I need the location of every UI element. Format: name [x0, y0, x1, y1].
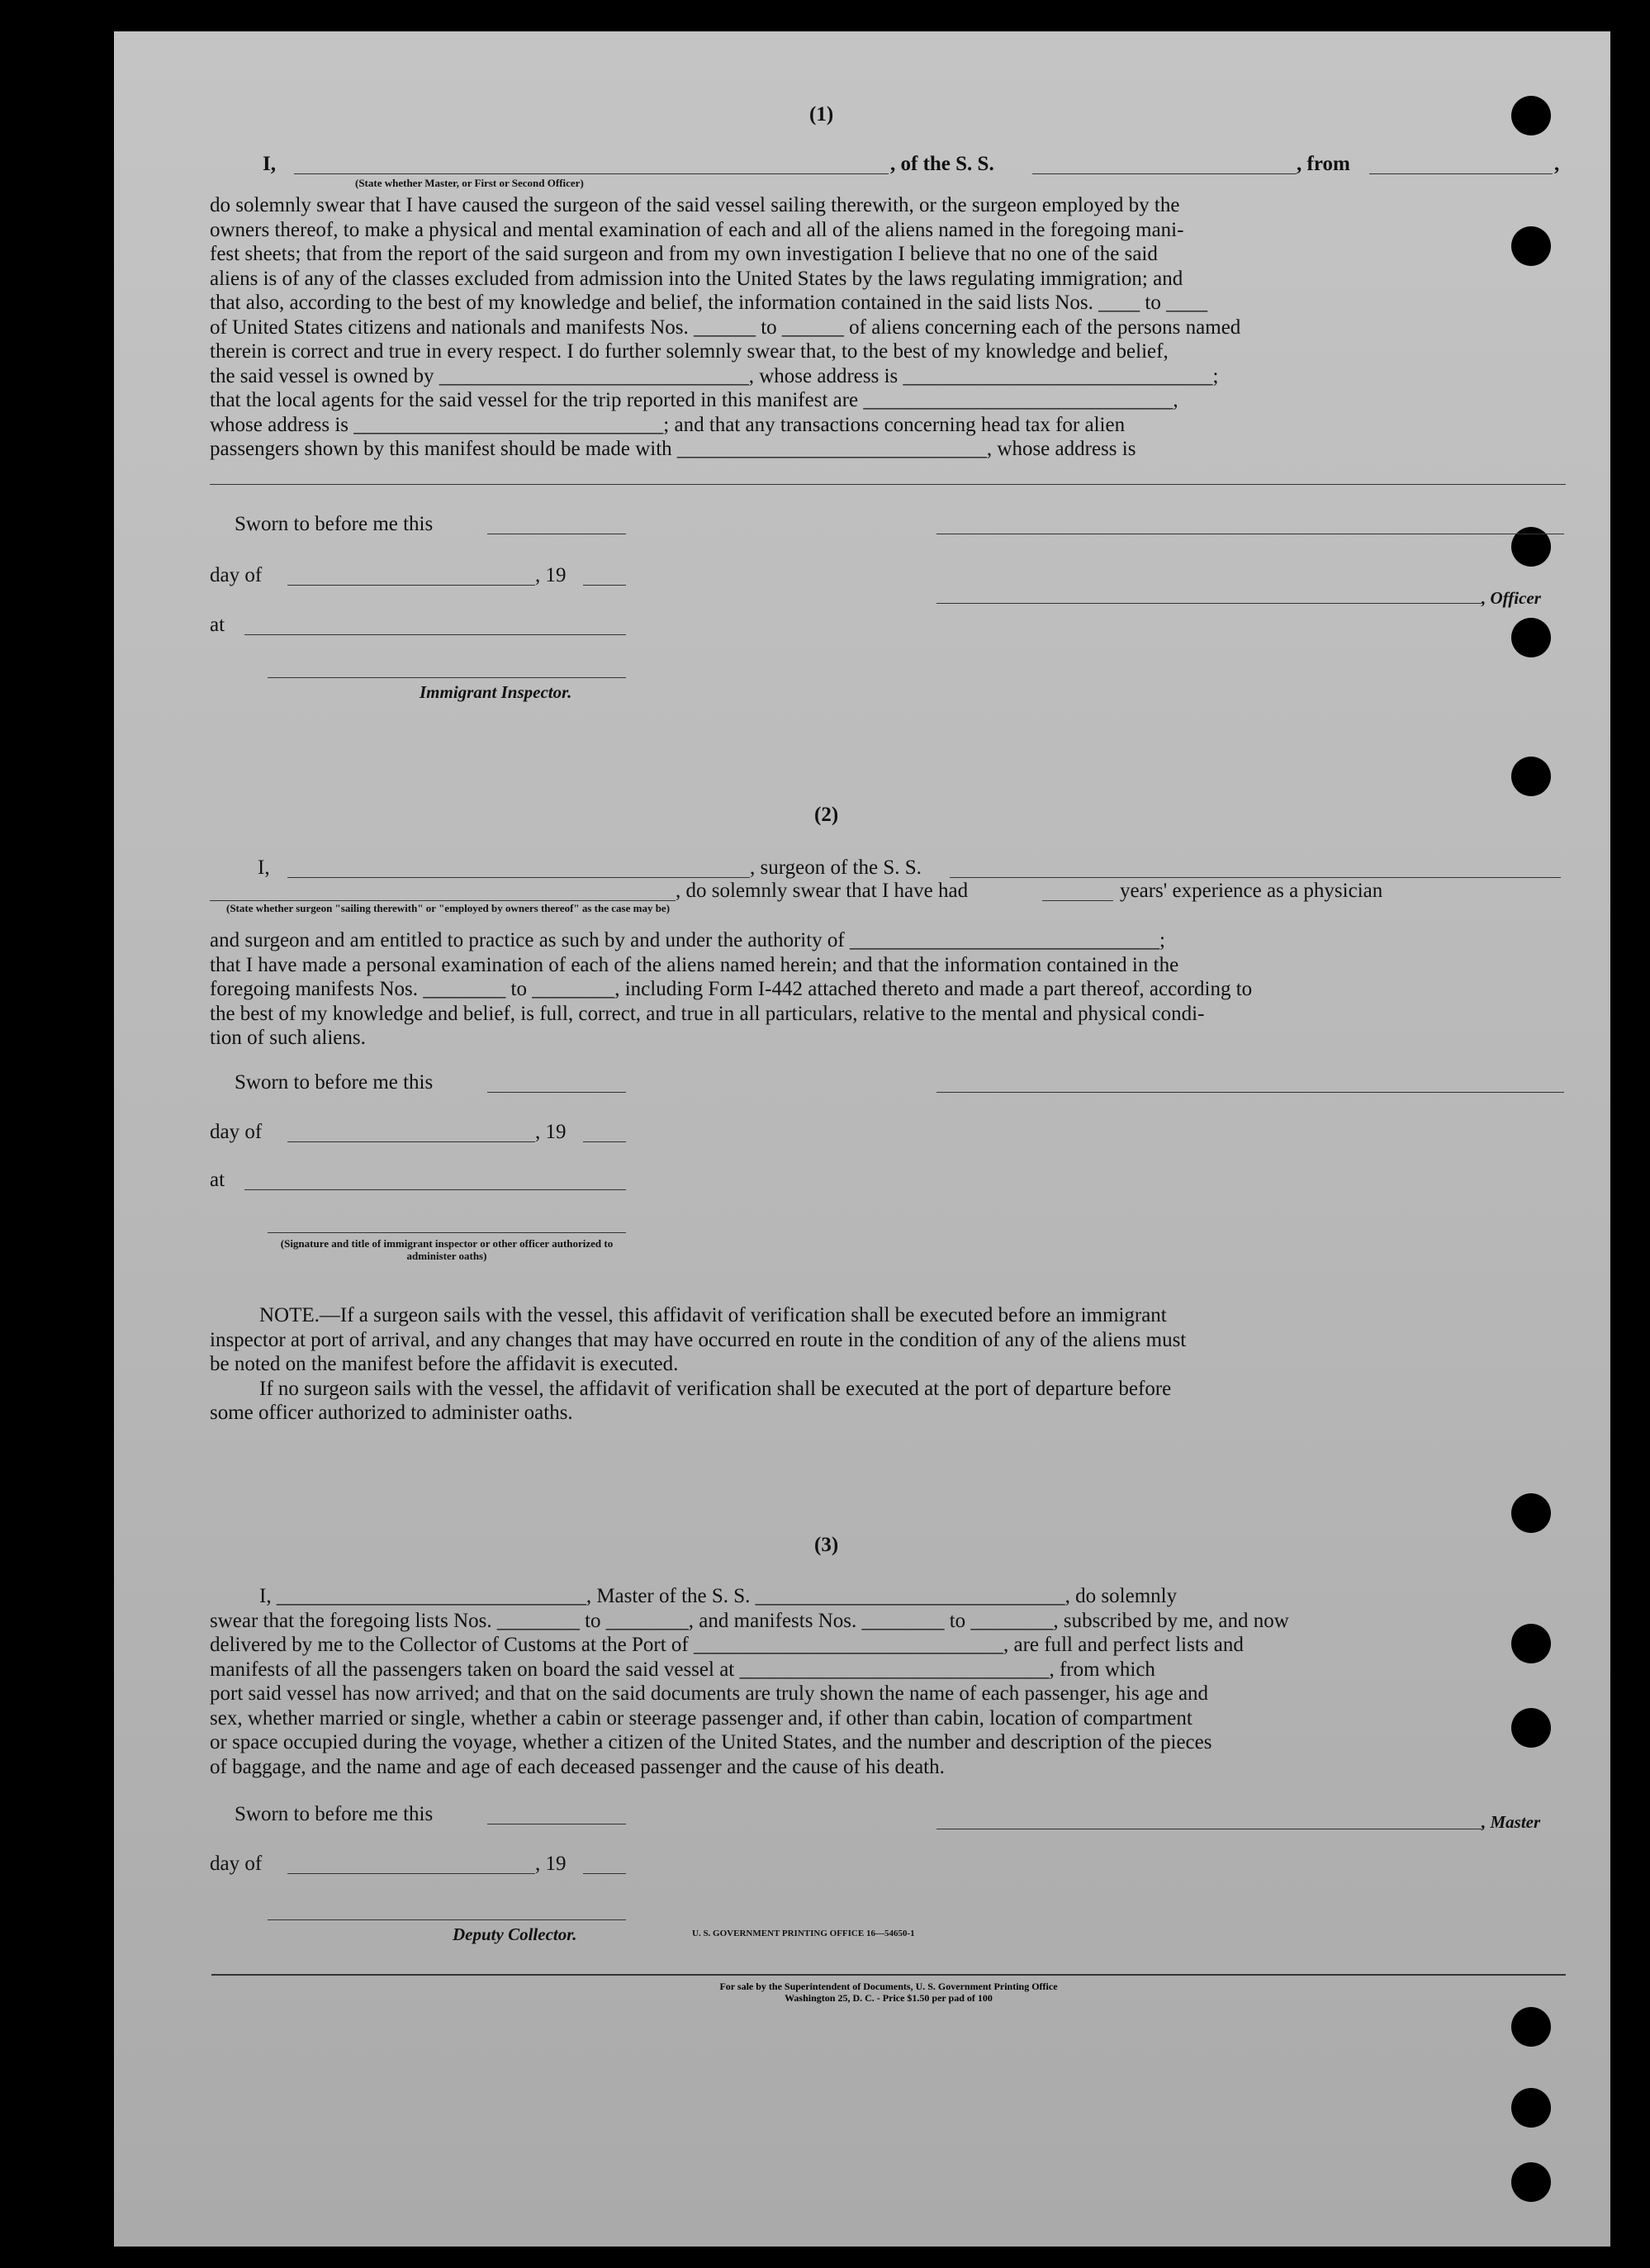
paragraph-line: passengers shown by this manifest should be made with ______________________________, whose address is: [210, 438, 1136, 460]
paragraph-line: tion of such aliens.: [210, 1027, 366, 1049]
s3-nineteen: , 19: [535, 1853, 567, 1875]
s1-sub-note: (State whether Master, or First or Second Officer): [355, 177, 584, 189]
paragraph-line: foregoing manifests Nos. ________ to ________, including Form I-442 attached thereto and made a part thereof, according to: [210, 978, 1253, 1000]
s1-line1-from: , from: [1297, 153, 1350, 175]
s2-sworn: Sworn to before me this: [235, 1071, 434, 1094]
note-line: NOTE.—If a surgeon sails with the vessel, this affidavit of verification shall be executed before an immigrant: [259, 1304, 1167, 1326]
blank-field[interactable]: [244, 1189, 626, 1190]
punch-hole: [1511, 618, 1551, 657]
s1-line1-ss: , of the S. S.: [890, 153, 994, 175]
s1-day-of: day of: [210, 564, 263, 586]
signature-line[interactable]: [936, 603, 1482, 604]
note-line: inspector at port of arrival, and any changes that may have occurred en route in the condition of any of the aliens must: [210, 1328, 1187, 1351]
sale-line-1: For sale by the Superintendent of Documents, U. S. Government Printing Office: [719, 1981, 1058, 1992]
s2-paragraph: [210, 928, 1566, 1051]
footer-rule: [211, 1974, 1566, 1976]
s2-at: at: [210, 1169, 225, 1191]
gpo-imprint: U. S. GOVERNMENT PRINTING OFFICE 16—54650-1: [692, 1929, 915, 1938]
s3-sworn: Sworn to before me this: [235, 1803, 434, 1825]
paragraph-line: port said vessel has now arrived; and that on the said documents are truly shown the name of each passenger, his age and: [210, 1682, 1209, 1705]
paragraph-line: I, ______________________________, Master of the S. S. ______________________________, do solemnly: [259, 1585, 1178, 1607]
s1-paragraph: [210, 193, 1566, 462]
s1-at: at: [210, 614, 225, 636]
paragraph-line: fest sheets; that from the report of the said surgeon and from my own investigation I believe that no one of the said: [210, 243, 1158, 265]
paragraph-line: the best of my knowledge and belief, is full, correct, and true in all particulars, relative to the mental and physical condi-: [210, 1002, 1205, 1025]
paragraph-line: swear that the foregoing lists Nos. ________ to ________, and manifests Nos. ________ to ________, subscribed by me, and now: [210, 1609, 1289, 1632]
s3-paragraph: [210, 1584, 1566, 1779]
note-line: some officer authorized to administer oaths.: [210, 1402, 573, 1424]
s3-collector: Deputy Collector.: [453, 1924, 577, 1944]
blank-field[interactable]: [583, 1873, 626, 1874]
blank-field[interactable]: [210, 484, 1566, 485]
paragraph-line: sex, whether married or single, whether a cabin or steerage passenger and, if other than cabin, location of compartment: [210, 1706, 1192, 1729]
paragraph-line: aliens is of any of the classes excluded from admission into the United States by the laws regulating immigration; and: [210, 267, 1183, 290]
s3-day-of: day of: [210, 1853, 263, 1875]
s2-sub-note: (State whether surgeon "sailing therewith" or "employed by owners thereof" as the case may be): [226, 902, 671, 914]
s2-nineteen: , 19: [535, 1121, 567, 1143]
s1-inspector: Immigrant Inspector.: [420, 682, 572, 702]
form-sheet: [114, 31, 1610, 2247]
punch-hole: [1511, 2007, 1551, 2047]
note-line: be noted on the manifest before the affidavit is executed.: [210, 1353, 679, 1375]
blank-field[interactable]: [287, 1873, 535, 1874]
paragraph-line: of baggage, and the name and age of each deceased passenger and the cause of his death.: [210, 1755, 945, 1778]
s2-line1-surgeon: , surgeon of the S. S.: [750, 856, 922, 879]
s1-officer: , Officer: [1482, 588, 1541, 608]
s2-line1-i: I,: [258, 856, 270, 879]
signature-line[interactable]: [936, 1092, 1564, 1093]
s1-line1-comma: ,: [1554, 153, 1560, 175]
s1-line1-i: I,: [263, 153, 276, 175]
blank-field[interactable]: [583, 1141, 626, 1142]
s2-note: [210, 1303, 1566, 1426]
section-1-number: (1): [809, 103, 834, 126]
paragraph-line: manifests of all the passengers taken on board the said vessel at ______________________________, from which: [210, 1658, 1155, 1681]
paragraph-line: delivered by me to the Collector of Customs at the Port of ______________________________, are full and perfect lists and: [210, 1634, 1244, 1656]
punch-hole: [1511, 1493, 1551, 1533]
punch-hole: [1511, 96, 1551, 135]
section-2-number: (2): [814, 804, 839, 826]
s3-master: , Master: [1482, 1812, 1541, 1832]
paragraph-line: that the local agents for the said vessel for the trip reported in this manifest are ______________________________,: [210, 389, 1178, 411]
signature-line[interactable]: [268, 677, 626, 678]
blank-field[interactable]: [287, 585, 535, 586]
blank-field[interactable]: [1042, 900, 1113, 901]
blank-field[interactable]: [287, 877, 750, 878]
s1-sworn: Sworn to before me this: [235, 513, 434, 535]
paragraph-line: do solemnly swear that I have caused the surgeon of the said vessel sailing therewith, or the surgeon employed by the: [210, 194, 1180, 216]
paragraph-line: whose address is ______________________________; and that any transactions concerning head tax for alien: [210, 413, 1126, 436]
paragraph-line: the said vessel is owned by ______________________________, whose address is ______________________________;: [210, 364, 1219, 387]
s2-day-of: day of: [210, 1121, 263, 1143]
paragraph-line: therein is correct and true in every respect. I do further solemnly swear that, to the best of my knowledge and belief,: [210, 340, 1169, 363]
punch-hole: [1511, 757, 1551, 796]
punch-hole: [1511, 2162, 1551, 2202]
blank-field[interactable]: [244, 634, 626, 635]
punch-hole: [1511, 2088, 1551, 2128]
blank-field[interactable]: [950, 877, 1561, 878]
note-line: If no surgeon sails with the vessel, the affidavit of verification shall be executed at the port of departure before: [259, 1377, 1172, 1400]
s2-line2-a: , do solemnly swear that I have had: [676, 880, 969, 902]
paragraph-line: of United States citizens and nationals and manifests Nos. ______ to ______ of aliens concerning each of the persons named: [210, 316, 1241, 339]
blank-field[interactable]: [487, 1092, 626, 1093]
paragraph-line: or space occupied during the voyage, whether a citizen of the United States, and the number and description of the pieces: [210, 1731, 1212, 1753]
s2-signature-note: (Signature and title of immigrant inspector or other officer authorized to administer oaths): [280, 1237, 614, 1262]
s1-nineteen: , 19: [535, 564, 567, 586]
blank-field[interactable]: [583, 585, 626, 586]
signature-line[interactable]: [268, 1919, 626, 1920]
blank-field[interactable]: [210, 900, 676, 901]
section-3-number: (3): [814, 1534, 839, 1556]
blank-field[interactable]: [294, 173, 889, 174]
signature-line[interactable]: [268, 1232, 626, 1233]
s2-line2-b: years' experience as a physician: [1120, 880, 1383, 902]
blank-field[interactable]: [1032, 173, 1297, 174]
paragraph-line: that also, according to the best of my knowledge and belief, the information contained in the said lists Nos. ____ to ____: [210, 292, 1208, 314]
blank-field[interactable]: [1369, 173, 1553, 174]
paragraph-line: that I have made a personal examination of each of the aliens named herein; and that the information contained in the: [210, 953, 1179, 976]
blank-field[interactable]: [287, 1141, 535, 1142]
paragraph-line: owners thereof, to make a physical and mental examination of each and all of the aliens named in the foregoing mani-: [210, 218, 1184, 241]
sale-line-2: Washington 25, D. C. - Price $1.50 per pad of 100: [785, 1992, 993, 2004]
paragraph-line: and surgeon and am entitled to practice as such by and under the authority of ______________________________;: [210, 929, 1165, 951]
